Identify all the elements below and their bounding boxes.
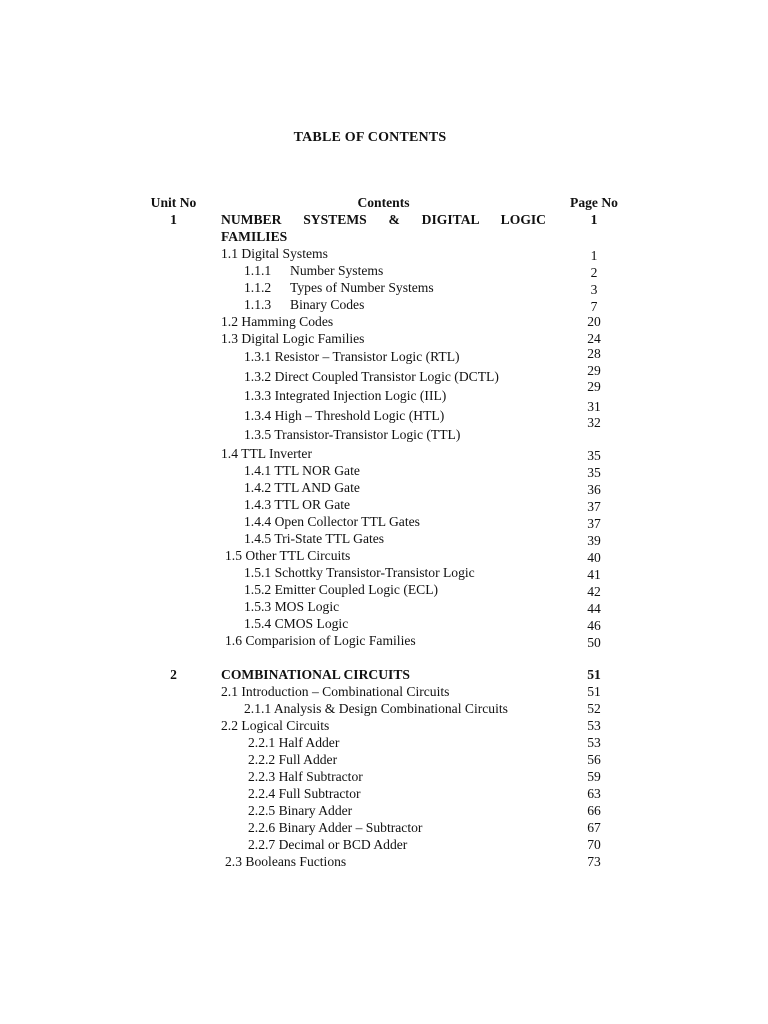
- entry-page: 32: [587, 415, 601, 430]
- entry-title: 2.2.7 Decimal or BCD Adder: [248, 836, 408, 852]
- toc-entry: [0, 262, 768, 279]
- entry-title: 1.2 Hamming Codes: [221, 314, 334, 329]
- unit-title-continued: FAMILIES: [221, 229, 288, 244]
- entry-title: 2.2.1 Half Adder: [248, 734, 340, 750]
- unit-row: [0, 211, 768, 228]
- header-page-no: Page No: [570, 195, 618, 210]
- entry-page: 53: [587, 734, 601, 750]
- toc-header-row: [0, 194, 768, 211]
- header-unit-no: Unit No: [150, 195, 197, 210]
- entry-title: 1.3.4 High – Threshold Logic (HTL): [244, 407, 445, 423]
- entry-title: 2.2.3 Half Subtractor: [248, 768, 363, 784]
- entry-title: 1.5.4 CMOS Logic: [244, 615, 349, 631]
- entry-title: 1.4 TTL Inverter: [221, 445, 312, 461]
- unit-number: 2: [170, 666, 177, 682]
- unit-title: NUMBER SYSTEMS & DIGITAL LOGIC: [221, 212, 546, 227]
- entry-label: Binary Codes: [290, 297, 365, 312]
- entry-number: 1.1.1: [244, 263, 272, 278]
- entry-title: 2.2.6 Binary Adder – Subtractor: [248, 819, 423, 835]
- toc-entry: [0, 245, 768, 262]
- toc-entry: [0, 785, 768, 802]
- entry-title: 1.5.3 MOS Logic: [244, 598, 340, 614]
- toc-entry: [0, 496, 768, 513]
- entry-page: 31: [587, 398, 601, 414]
- toc-entry: [0, 700, 768, 717]
- unit-title-continuation-row: [0, 228, 768, 245]
- toc-entry: [0, 768, 768, 785]
- entry-page: 67: [587, 819, 601, 835]
- entry-page: 29: [587, 362, 601, 378]
- entry-page: 63: [587, 785, 601, 801]
- entry-page: 36: [587, 481, 601, 497]
- entry-title: 1.3.3 Integrated Injection Logic (IIL): [244, 388, 447, 403]
- entry-title: 1.3.2 Direct Coupled Transistor Logic (DCTL): [244, 368, 499, 384]
- entry-title: [244, 279, 434, 296]
- page-title: TABLE OF CONTENTS: [293, 130, 447, 145]
- entry-page: 42: [587, 583, 601, 599]
- entry-page: 37: [587, 515, 601, 531]
- toc-entry: [0, 564, 768, 581]
- entry-title: 2.1 Introduction – Combinational Circuits: [221, 683, 450, 699]
- entry-title: 1.3.1 Resistor – Transistor Logic (RTL): [244, 349, 460, 364]
- unit-row: [0, 666, 768, 683]
- entry-title: 1.3.5 Transistor-Transistor Logic (TTL): [244, 427, 461, 442]
- entry-title: 2.2 Logical Circuits: [221, 717, 330, 733]
- toc-entry: [0, 513, 768, 530]
- entry-page: 40: [587, 549, 601, 565]
- entry-title: 1.3 Digital Logic Families: [221, 331, 365, 346]
- entry-page: 24: [587, 331, 601, 346]
- entry-title: 1.6 Comparision of Logic Families: [225, 632, 416, 648]
- entry-page: 37: [587, 498, 601, 514]
- entry-page: 56: [587, 751, 601, 767]
- unit-number: 1: [170, 212, 177, 227]
- entry-page: 3: [590, 282, 598, 297]
- unit-page: 1: [590, 212, 598, 227]
- entry-page: 2: [590, 265, 598, 280]
- entry-title: [244, 262, 383, 279]
- entry-page: 39: [587, 532, 601, 548]
- entry-label: Types of Number Systems: [290, 280, 434, 295]
- entry-page: 7: [590, 299, 598, 314]
- entry-title: 1.5 Other TTL Circuits: [225, 547, 351, 563]
- entry-page: 46: [587, 617, 601, 633]
- toc-entry: [0, 479, 768, 496]
- toc-entry: [0, 819, 768, 836]
- toc-entry: [0, 296, 768, 313]
- entry-page: 44: [587, 600, 601, 616]
- entry-page: 66: [587, 802, 601, 818]
- entry-title: 2.2.2 Full Adder: [248, 751, 338, 767]
- toc-entry: [0, 836, 768, 853]
- toc-entry: [0, 632, 768, 649]
- entry-page: 73: [587, 853, 601, 869]
- toc-entry: [0, 683, 768, 700]
- entry-number: 1.1.2: [244, 280, 272, 295]
- entry-title: 2.2.4 Full Subtractor: [248, 785, 361, 801]
- unit-spacer: [0, 649, 768, 666]
- unit-page: 51: [587, 666, 601, 682]
- toc-entry: [0, 547, 768, 564]
- entry-title: 2.3 Booleans Fuctions: [225, 853, 347, 869]
- toc-entry: [0, 751, 768, 768]
- toc-entry: [0, 445, 768, 462]
- entry-page: 53: [587, 717, 601, 733]
- entry-page: 70: [587, 836, 601, 852]
- toc-table: [0, 194, 768, 870]
- toc-entry: [0, 615, 768, 632]
- entry-page: 35: [587, 464, 601, 480]
- toc-entry: [0, 462, 768, 479]
- toc-entry: [0, 530, 768, 547]
- toc-entry: [0, 734, 768, 751]
- toc-entry: [0, 853, 768, 870]
- entry-page: 50: [587, 634, 601, 650]
- entry-title: 1.4.5 Tri-State TTL Gates: [244, 530, 385, 546]
- toc-entry: [0, 347, 768, 367]
- entry-page: 28: [587, 346, 601, 361]
- toc-entry: [0, 313, 768, 330]
- entry-number: 1.1.3: [244, 297, 272, 312]
- toc-entry: [0, 362, 768, 387]
- toc-entry: [0, 279, 768, 296]
- toc-entry: [0, 581, 768, 598]
- toc-entry: [0, 398, 768, 426]
- entry-title: [244, 296, 364, 313]
- entry-page: 59: [587, 768, 601, 784]
- toc-entry: [0, 717, 768, 734]
- entry-title: 1.4.3 TTL OR Gate: [244, 496, 351, 512]
- entry-title: 1.4.4 Open Collector TTL Gates: [244, 513, 420, 529]
- entry-page: 29: [587, 379, 601, 394]
- entry-title: 1.5.2 Emitter Coupled Logic (ECL): [244, 581, 439, 597]
- entry-title: 1.4.1 TTL NOR Gate: [244, 462, 360, 478]
- entry-page: 35: [587, 447, 601, 463]
- unit-title: COMBINATIONAL CIRCUITS: [221, 666, 410, 682]
- toc-entry: [0, 802, 768, 819]
- entry-page: 52: [587, 700, 601, 716]
- toc-entry: [0, 379, 768, 406]
- toc-entry: [0, 330, 768, 347]
- toc-entry: [0, 598, 768, 615]
- entry-title: 2.2.5 Binary Adder: [248, 802, 353, 818]
- entry-page: 1: [590, 248, 598, 263]
- entry-label: Number Systems: [290, 263, 384, 278]
- entry-page: 41: [587, 566, 601, 582]
- entry-title: 1.5.1 Schottky Transistor-Transistor Logic: [244, 564, 475, 580]
- entry-title: 2.1.1 Analysis & Design Combinational Circuits: [244, 700, 508, 716]
- entry-title: 1.4.2 TTL AND Gate: [244, 479, 360, 495]
- entry-title: 1.1 Digital Systems: [221, 246, 328, 261]
- entry-page: 51: [587, 683, 601, 699]
- header-contents: Contents: [357, 195, 410, 210]
- entry-page: 20: [587, 314, 601, 329]
